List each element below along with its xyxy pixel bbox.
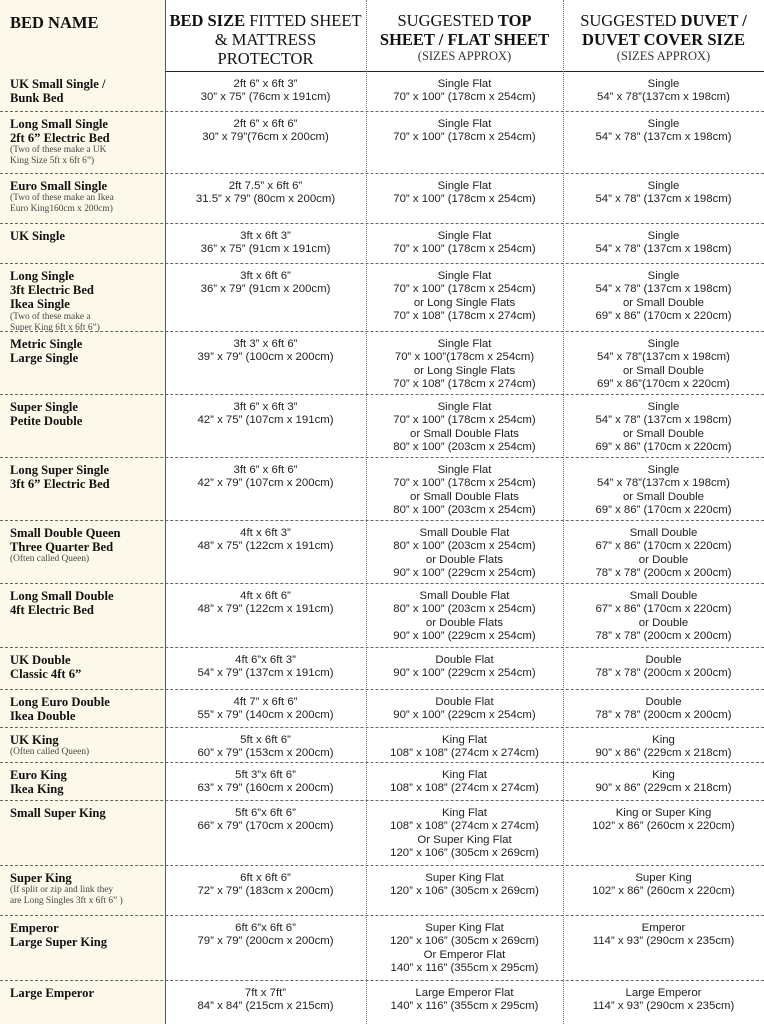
bed-name-cell <box>0 112 165 173</box>
duvet-cell-line: Small Double <box>629 527 698 539</box>
bed-size-cell-line: 48” x 75” (122cm x 191cm) <box>197 540 334 553</box>
duvet-cell-line: 54” x 78”(137cm x 198cm) <box>597 91 730 104</box>
bed-name: Long Single <box>10 269 75 283</box>
bed-name-cell <box>0 690 165 727</box>
top-sheet-cell-line: 80” x 100” (203cm x 254cm) <box>393 504 536 517</box>
top-sheet-cell <box>366 584 563 647</box>
duvet-cell-line: King <box>652 734 675 746</box>
duvet-cell <box>563 395 764 457</box>
bed-name-note: King Size 5ft x 6ft 6”) <box>10 156 95 167</box>
top-sheet-cell <box>366 264 563 331</box>
top-sheet-cell <box>366 458 563 520</box>
top-sheet-cell-line: 90” x 100” (229cm x 254cm) <box>393 630 536 643</box>
bed-size-cell <box>165 224 366 263</box>
top-sheet-cell-line: 108” x 108” (274cm x 274cm) <box>390 747 539 760</box>
top-sheet-cell <box>366 690 563 727</box>
duvet-cell-line: Single <box>647 78 680 90</box>
header-duvet-sub: (SIZES APPROX) <box>616 49 711 63</box>
top-sheet-cell-line: 90” x 100” (229cm x 254cm) <box>393 667 536 680</box>
top-sheet-cell-line: Single Flat <box>437 338 492 350</box>
table-row <box>0 866 764 916</box>
top-sheet-cell-line: Large Emperor Flat <box>415 987 514 999</box>
duvet-cell <box>563 224 764 263</box>
top-sheet-cell-line: Double Flat <box>435 696 494 708</box>
duvet-cell-line: Small Double <box>629 590 698 602</box>
header-bed-size <box>165 0 366 72</box>
top-sheet-cell-line: or Double Flats <box>425 553 504 566</box>
top-sheet-cell-line: 140” x 116” (355cm x 295cm) <box>390 962 539 975</box>
bed-size-cell <box>165 648 366 689</box>
duvet-cell <box>563 801 764 865</box>
bed-size-cell-line: 60” x 79” (153cm x 200cm) <box>197 747 334 760</box>
bed-name: UK Single <box>10 229 65 243</box>
top-sheet-cell-line: Single Flat <box>437 401 492 413</box>
duvet-cell-line: 114” x 93” (290cm x 235cm) <box>592 935 735 948</box>
bed-name: UK Small Single / <box>10 77 106 91</box>
bed-name: Long Super Single <box>10 463 110 477</box>
top-sheet-cell-line: King Flat <box>442 807 487 819</box>
duvet-cell-line: 54” x 78”(137cm x 198cm) <box>597 351 730 364</box>
duvet-cell-line: 54” x 78” (137cm x 198cm) <box>595 193 732 206</box>
bed-name-note: (If split or zip and link they <box>10 885 114 896</box>
duvet-cell <box>563 72 764 111</box>
duvet-cell <box>563 981 764 1024</box>
column-divider <box>366 0 367 1024</box>
top-sheet-cell-line: 70” x 100” (178cm x 254cm) <box>393 243 536 256</box>
duvet-cell-line: 69” x 86” (170cm x 220cm) <box>595 310 732 323</box>
top-sheet-cell-line: Super King Flat <box>425 872 504 884</box>
top-sheet-cell-line: 70” x 100” (178cm x 254cm) <box>393 414 536 427</box>
top-sheet-cell-line: King Flat <box>442 734 487 746</box>
bed-size-cell <box>165 264 366 331</box>
top-sheet-cell-line: Single Flat <box>437 230 492 242</box>
header-top-sheet-sub: (SIZES APPROX) <box>417 49 512 63</box>
bed-size-cell-line: 6ft x 6ft 6” <box>240 872 291 884</box>
bed-size-cell-line: 3ft x 6ft 3” <box>240 230 291 242</box>
header-bed-size-line1 <box>165 11 366 30</box>
duvet-cell-line: 69” x 86”(170cm x 220cm) <box>597 378 730 391</box>
top-sheet-cell-line: 120” x 106” (305cm x 269cm) <box>390 935 539 948</box>
duvet-cell-line: 114” x 93” (290cm x 235cm) <box>592 1000 735 1013</box>
bed-size-cell-line: 31.5” x 79” (80cm x 200cm) <box>195 193 336 206</box>
bed-name-note: Super King 6ft x 6ft 6”) <box>10 322 100 333</box>
header-bed-name <box>0 0 165 72</box>
bed-size-cell-line: 5ft x 6ft 6” <box>240 734 291 746</box>
bed-name: UK Double <box>10 653 71 667</box>
bed-name: Super Single <box>10 400 79 414</box>
bed-name-cell <box>0 174 165 223</box>
bed-name-note: (Two of these make a UK <box>10 145 107 156</box>
table-row <box>0 763 764 801</box>
duvet-cell <box>563 916 764 980</box>
duvet-cell-line: Single <box>647 464 680 476</box>
bed-name-note: are Long Singles 3ft x 6ft 6” ) <box>10 896 123 907</box>
top-sheet-cell <box>366 72 563 111</box>
header-top-sheet-line2: SHEET / FLAT SHEET <box>379 30 550 49</box>
duvet-cell-line: 67” x 86” (170cm x 220cm) <box>595 540 732 553</box>
top-sheet-cell-line: or Double Flats <box>425 616 504 629</box>
bed-size-cell-line: 42” x 75” (107cm x 191cm) <box>197 414 334 427</box>
bed-name: 2ft 6” Electric Bed <box>10 131 110 146</box>
duvet-cell-line: 54” x 78” (137cm x 198cm) <box>595 243 732 256</box>
bed-size-cell <box>165 332 366 394</box>
bed-size-cell-line: 3ft 6” x 6ft 6” <box>233 464 298 476</box>
top-sheet-cell <box>366 521 563 583</box>
header-bed-name-label: BED NAME <box>10 13 99 32</box>
top-sheet-cell <box>366 648 563 689</box>
bed-name-note: Euro King160cm x 200cm) <box>10 204 113 215</box>
bed-name: Euro King <box>10 768 67 782</box>
bed-name-cell <box>0 763 165 800</box>
table-row <box>0 801 764 866</box>
bed-size-cell <box>165 763 366 800</box>
table-row <box>0 981 764 1024</box>
duvet-cell-line: 78” x 78” (200cm x 200cm) <box>595 567 732 580</box>
header-duvet <box>563 0 764 72</box>
header-top-sheet-line1 <box>366 11 563 30</box>
bed-size-cell <box>165 458 366 520</box>
top-sheet-cell-line: Single Flat <box>437 464 492 476</box>
bed-name-note: (Two of these make a <box>10 311 91 322</box>
bed-name: 3ft 6” Electric Bed <box>10 477 110 492</box>
bed-name-cell <box>0 916 165 980</box>
bed-size-cell-line: 4ft 7” x 6ft 6” <box>233 696 298 708</box>
bed-size-cell-line: 5ft 3”x 6ft 6” <box>235 769 296 781</box>
bed-name: Small Super King <box>10 806 106 820</box>
top-sheet-cell <box>366 981 563 1024</box>
duvet-cell-line: King or Super King <box>615 807 712 819</box>
duvet-cell <box>563 332 764 394</box>
table-row <box>0 690 764 728</box>
top-sheet-cell-line: Single Flat <box>437 78 492 90</box>
top-sheet-cell-line: Single Flat <box>437 270 492 282</box>
duvet-cell-line: Super King <box>635 872 692 884</box>
top-sheet-cell-line: King Flat <box>442 769 487 781</box>
duvet-cell-line: 90” x 86” (229cm x 218cm) <box>595 782 732 795</box>
bed-size-cell-line: 4ft x 6ft 6” <box>240 590 291 602</box>
bed-name: Euro Small Single <box>10 179 108 193</box>
bed-name-cell <box>0 332 165 394</box>
top-sheet-cell-line: Small Double Flat <box>419 527 510 539</box>
bed-name: Emperor <box>10 921 59 935</box>
bed-name-cell <box>0 72 165 111</box>
duvet-cell-line: Single <box>647 230 680 242</box>
table-row <box>0 112 764 174</box>
bed-size-cell <box>165 728 366 762</box>
bed-size-cell-line: 2ft 6” x 6ft 3” <box>233 78 298 90</box>
bed-size-cell-line: 5ft 6”x 6ft 6” <box>235 807 296 819</box>
header-bed-size-bold: BED SIZE <box>169 11 246 30</box>
bed-size-cell-line: 30” x 79”(76cm x 200cm) <box>202 131 329 144</box>
duvet-cell-line: Large Emperor <box>625 987 702 999</box>
duvet-cell <box>563 728 764 762</box>
table-row <box>0 264 764 332</box>
bed-name-note: (Two of these make an Ikea <box>10 193 114 204</box>
bed-size-cell-line: 66” x 79” (170cm x 200cm) <box>197 820 334 833</box>
bed-name-cell <box>0 728 165 762</box>
top-sheet-cell-line: Single Flat <box>437 118 492 130</box>
bed-size-cell-line: 36” x 79” (91cm x 200cm) <box>200 283 331 296</box>
top-sheet-cell-line: 120” x 106” (305cm x 269cm) <box>390 885 539 898</box>
duvet-cell <box>563 458 764 520</box>
duvet-cell-line: or Small Double <box>622 296 705 309</box>
column-divider <box>563 0 564 1024</box>
bed-size-cell <box>165 981 366 1024</box>
duvet-cell-line: or Double <box>638 616 689 629</box>
top-sheet-cell-line: 70” x 100” (178cm x 254cm) <box>393 477 536 490</box>
table-row <box>0 174 764 224</box>
top-sheet-cell-line: 70” x 108” (178cm x 274cm) <box>393 310 536 323</box>
bed-name: Ikea Double <box>10 709 76 724</box>
duvet-cell-line: 67” x 86” (170cm x 220cm) <box>595 603 732 616</box>
top-sheet-cell <box>366 866 563 915</box>
bed-size-cell-line: 2ft 7.5” x 6ft 6” <box>228 180 303 192</box>
duvet-cell-line: 69” x 86” (170cm x 220cm) <box>595 504 732 517</box>
top-sheet-cell-line: 90” x 100” (229cm x 254cm) <box>393 567 536 580</box>
bed-size-cell-line: 3ft x 6ft 6” <box>240 270 291 282</box>
duvet-cell-line: Single <box>647 270 680 282</box>
bed-size-cell-line: 39” x 79” (100cm x 200cm) <box>197 351 334 364</box>
duvet-cell <box>563 521 764 583</box>
bed-size-cell-line: 54” x 79” (137cm x 191cm) <box>197 667 334 680</box>
duvet-cell-line: 54” x 78” (137cm x 198cm) <box>595 131 732 144</box>
bed-size-cell-line: 79” x 79” (200cm x 200cm) <box>197 935 334 948</box>
bed-name: Classic 4ft 6” <box>10 667 82 682</box>
duvet-cell-line: 69” x 86” (170cm x 220cm) <box>595 441 732 454</box>
top-sheet-cell-line: or Small Double Flats <box>410 490 519 503</box>
bed-size-cell <box>165 174 366 223</box>
bed-name: UK King <box>10 733 59 747</box>
top-sheet-cell <box>366 224 563 263</box>
duvet-cell-line: Single <box>647 118 680 130</box>
duvet-cell <box>563 866 764 915</box>
bed-name: Large Super King <box>10 935 108 950</box>
duvet-cell-line: 78” x 78” (200cm x 200cm) <box>595 667 732 680</box>
bed-size-cell <box>165 690 366 727</box>
duvet-cell-line: 54” x 78”(137cm x 198cm) <box>597 477 730 490</box>
header-duvet-line2: DUVET COVER SIZE <box>582 30 745 49</box>
duvet-cell-line: 90” x 86” (229cm x 218cm) <box>595 747 732 760</box>
top-sheet-cell-line: 70” x 100” (178cm x 254cm) <box>393 283 536 296</box>
duvet-cell <box>563 264 764 331</box>
bed-size-cell-line: 6ft 6”x 6ft 6” <box>235 922 296 934</box>
table-row <box>0 72 764 112</box>
bed-name-cell <box>0 458 165 520</box>
duvet-cell-line: 102” x 86” (260cm x 220cm) <box>592 820 735 833</box>
bed-name: Small Double Queen <box>10 526 121 540</box>
duvet-cell-line: Single <box>647 401 680 413</box>
duvet-cell <box>563 763 764 800</box>
top-sheet-cell-line: 120” x 106” (305cm x 269cm) <box>390 847 539 860</box>
duvet-cell-line: 54” x 78” (137cm x 198cm) <box>595 414 732 427</box>
bed-name-cell <box>0 395 165 457</box>
bed-size-cell-line: 72” x 79” (183cm x 200cm) <box>197 885 334 898</box>
duvet-cell-line: Emperor <box>641 922 686 934</box>
top-sheet-cell-line: or Small Double Flats <box>410 427 519 440</box>
top-sheet-cell-line: 70” x 108” (178cm x 274cm) <box>393 378 536 391</box>
bed-name-note: (Often called Queen) <box>10 747 90 758</box>
top-sheet-cell-line: 70” x 100”(178cm x 254cm) <box>394 351 535 364</box>
bed-name: Large Single <box>10 351 79 366</box>
bed-name-cell <box>0 224 165 263</box>
bed-size-cell <box>165 112 366 173</box>
duvet-cell-line: Single <box>647 338 680 350</box>
bed-size-cell-line: 2ft 6” x 6ft 6” <box>233 118 298 130</box>
top-sheet-cell <box>366 395 563 457</box>
duvet-cell <box>563 174 764 223</box>
top-sheet-cell-line: 70” x 100” (178cm x 254cm) <box>393 131 536 144</box>
table-row <box>0 458 764 521</box>
bed-size-cell-line: 84” x 84” (215cm x 215cm) <box>197 1000 334 1013</box>
top-sheet-cell-line: Double Flat <box>435 654 494 666</box>
top-sheet-cell-line: Small Double Flat <box>419 590 510 602</box>
bed-name-cell <box>0 264 165 331</box>
table-row <box>0 521 764 584</box>
duvet-cell-line: or Small Double <box>622 427 705 440</box>
top-sheet-cell-line: Single Flat <box>437 180 492 192</box>
bed-size-cell <box>165 72 366 111</box>
table-header <box>0 0 764 72</box>
bed-name-cell <box>0 866 165 915</box>
bed-size-cell-line: 3ft 6” x 6ft 3” <box>233 401 298 413</box>
column-divider <box>165 0 166 1024</box>
bed-name: Ikea Single <box>10 297 70 312</box>
header-bed-size-rest: FITTED SHEET <box>245 11 362 30</box>
bed-name: Large Emperor <box>10 986 95 1000</box>
bed-name: 3ft Electric Bed <box>10 283 94 298</box>
top-sheet-cell-line: 70” x 100” (178cm x 254cm) <box>393 193 536 206</box>
bed-size-cell-line: 48” x 79” (122cm x 191cm) <box>197 603 334 616</box>
top-sheet-cell-line: 108” x 108” (274cm x 274cm) <box>390 782 539 795</box>
bed-name: Super King <box>10 871 72 885</box>
top-sheet-cell <box>366 174 563 223</box>
duvet-cell-line: or Small Double <box>622 364 705 377</box>
bed-size-cell-line: 36” x 75” (91cm x 191cm) <box>200 243 331 256</box>
bed-size-cell-line: 7ft x 7ft” <box>244 987 287 999</box>
duvet-cell <box>563 112 764 173</box>
bed-name: Petite Double <box>10 414 83 429</box>
top-sheet-cell-line: 108” x 108” (274cm x 274cm) <box>390 820 539 833</box>
top-sheet-cell <box>366 763 563 800</box>
top-sheet-cell-line: Super King Flat <box>425 922 504 934</box>
bed-size-cell <box>165 801 366 865</box>
bed-name: Bunk Bed <box>10 91 64 106</box>
bed-size-cell <box>165 866 366 915</box>
header-bed-size-line2: & MATTRESS PROTECTOR <box>214 30 317 68</box>
duvet-cell-line: Double <box>645 696 682 708</box>
bed-size-cell-line: 4ft x 6ft 3” <box>240 527 291 539</box>
bed-size-cell <box>165 916 366 980</box>
bed-name: Long Small Double <box>10 589 114 603</box>
duvet-cell-line: 78” x 78” (200cm x 200cm) <box>595 709 732 722</box>
duvet-cell-line: 78” x 78” (200cm x 200cm) <box>595 630 732 643</box>
bed-size-cell-line: 55” x 79” (140cm x 200cm) <box>197 709 334 722</box>
bed-name-cell <box>0 648 165 689</box>
duvet-cell <box>563 690 764 727</box>
top-sheet-cell <box>366 916 563 980</box>
bed-size-cell-line: 30” x 75” (76cm x 191cm) <box>200 91 331 104</box>
bed-name-cell <box>0 801 165 865</box>
bed-size-cell <box>165 584 366 647</box>
bed-name: Three Quarter Bed <box>10 540 114 555</box>
top-sheet-cell <box>366 801 563 865</box>
header-top-sheet-pre: SUGGESTED <box>397 11 498 30</box>
bed-size-cell-line: 3ft 3” x 6ft 6” <box>233 338 298 350</box>
duvet-cell-line: Single <box>647 180 680 192</box>
top-sheet-cell-line: 70” x 100” (178cm x 254cm) <box>393 91 536 104</box>
top-sheet-cell <box>366 332 563 394</box>
table-row <box>0 916 764 981</box>
bed-size-cell-line: 4ft 6”x 6ft 3” <box>235 654 296 666</box>
bed-name-cell <box>0 521 165 583</box>
bed-name: 4ft Electric Bed <box>10 603 94 618</box>
top-sheet-cell-line: Or Emperor Flat <box>423 948 506 961</box>
bed-name-note: (Often called Queen) <box>10 554 90 565</box>
duvet-cell-line: 102” x 86” (260cm x 220cm) <box>592 885 735 898</box>
top-sheet-cell <box>366 728 563 762</box>
duvet-cell-line: or Small Double <box>622 490 705 503</box>
table-row <box>0 224 764 264</box>
table-row <box>0 395 764 458</box>
bed-name: Ikea King <box>10 782 64 797</box>
duvet-cell-line: or Double <box>638 553 689 566</box>
table-row <box>0 648 764 690</box>
bed-name: Metric Single <box>10 337 83 351</box>
header-duvet-bold: DUVET / <box>680 11 747 30</box>
duvet-cell-line: King <box>652 769 675 781</box>
duvet-cell-line: 54” x 78” (137cm x 198cm) <box>595 283 732 296</box>
top-sheet-cell-line: 80” x 100” (203cm x 254cm) <box>393 441 536 454</box>
top-sheet-cell <box>366 112 563 173</box>
table-row <box>0 584 764 648</box>
bed-size-cell <box>165 395 366 457</box>
table-row <box>0 728 764 763</box>
top-sheet-cell-line: 80” x 100” (203cm x 254cm) <box>393 603 536 616</box>
top-sheet-cell-line: Or Super King Flat <box>417 833 512 846</box>
bed-name: Long Small Single <box>10 117 108 131</box>
header-top-sheet-bold: TOP <box>497 11 532 30</box>
duvet-cell <box>563 648 764 689</box>
top-sheet-cell-line: 140” x 116” (355cm x 295cm) <box>390 1000 539 1013</box>
top-sheet-cell-line: or Long Single Flats <box>413 364 516 377</box>
header-duvet-line1 <box>563 11 764 30</box>
bed-name: Long Euro Double <box>10 695 110 709</box>
bed-size-cell <box>165 521 366 583</box>
bed-size-cell-line: 63” x 79” (160cm x 200cm) <box>197 782 334 795</box>
top-sheet-cell-line: 80” x 100” (203cm x 254cm) <box>393 540 536 553</box>
header-duvet-pre: SUGGESTED <box>580 11 681 30</box>
header-top-sheet <box>366 0 563 72</box>
bed-name-cell <box>0 584 165 647</box>
top-sheet-cell-line: or Long Single Flats <box>413 296 516 309</box>
duvet-cell <box>563 584 764 647</box>
top-sheet-cell-line: 90” x 100” (229cm x 254cm) <box>393 709 536 722</box>
bed-size-cell-line: 42” x 79” (107cm x 200cm) <box>197 477 334 490</box>
bed-name-cell <box>0 981 165 1024</box>
duvet-cell-line: Double <box>645 654 682 666</box>
table-row <box>0 332 764 395</box>
